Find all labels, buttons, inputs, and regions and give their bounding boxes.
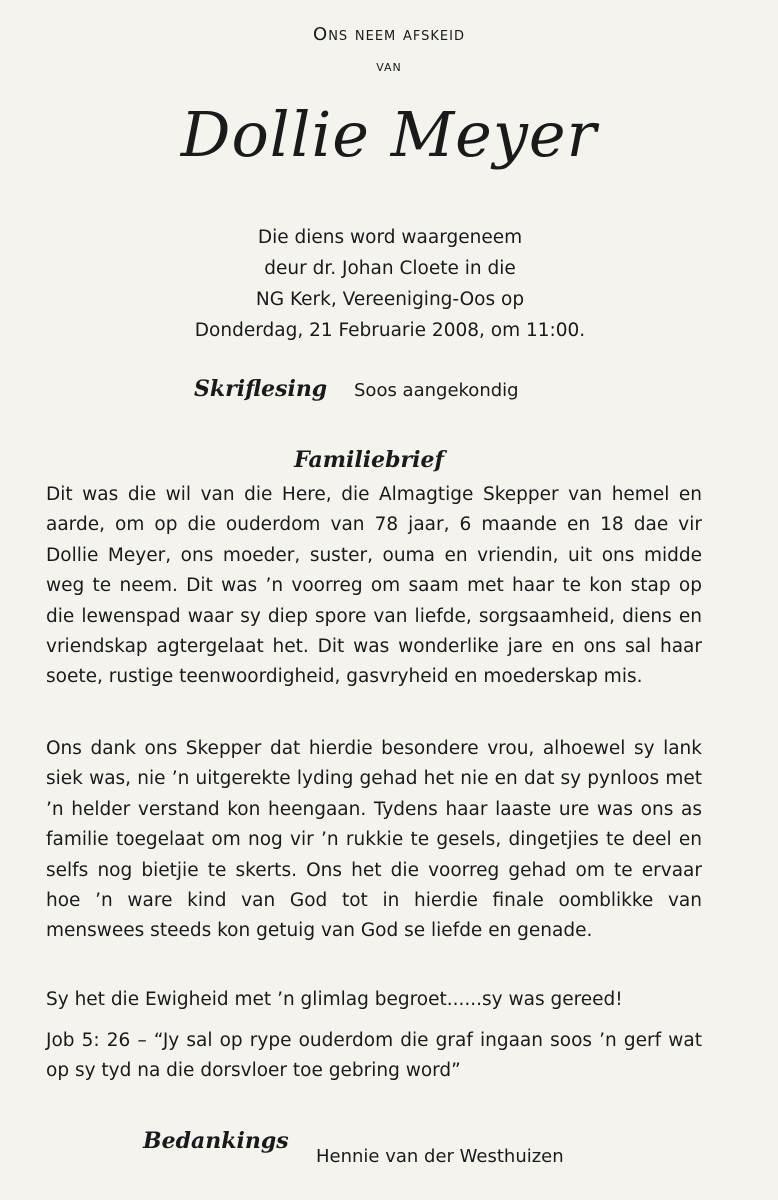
service-line-3: NG Kerk, Vereeniging-Oos op bbox=[255, 289, 525, 310]
skriflesing-value: Soos aangekondig bbox=[354, 380, 519, 401]
skriflesing-label: Skriflesing bbox=[194, 376, 328, 402]
deceased-name: Dollie Meyer bbox=[180, 98, 598, 171]
familiebrief-title: Familiebrief bbox=[294, 447, 444, 473]
familiebrief-paragraph-3: Sy het die Ewigheid met ’n glimlag begroet......sy was gereed! bbox=[46, 989, 623, 1010]
bedankings-label: Bedankings bbox=[143, 1128, 289, 1154]
scripture-quote: Job 5: 26 – “Jy sal op rype ouderdom die graf ingaan soos ’n gerf wat op sy tyd na die dorsvloer toe gebring word” bbox=[46, 1030, 702, 1082]
service-line-1: Die diens word waargeneem bbox=[257, 227, 523, 248]
familiebrief-paragraph-2: Ons dank ons Skepper dat hierdie besondere vrou, alhoewel sy lank siek was, nie ’n uitgerekte lyding gehad het nie en dat sy pynloos met ’n helder verstand kon heengaan. Tydens haar laaste ure was ons as familie toegelaat om nog vir ’n rukkie te gesels, dingetjies te deel en selfs nog bietjie te skerts. Ons het die voorreg gehad om te ervaar hoe ’n ware kind van God tot in hierdie finale oomblikke van menswees steeds kon getuig van God se liefde en genade. bbox=[46, 738, 702, 942]
header-line-1: Ons neem afskeid bbox=[313, 24, 465, 45]
service-details bbox=[130, 222, 650, 346]
header-line-2: van bbox=[376, 56, 402, 75]
service-line-2: deur dr. Johan Cloete in die bbox=[264, 258, 516, 279]
service-line-4: Donderdag, 21 Februarie 2008, om 11:00. bbox=[194, 320, 586, 341]
familiebrief-paragraph-1: Dit was die wil van die Here, die Almagtige Skepper van hemel en aarde, om op die ouderdom van 78 jaar, 6 maande en 18 dae vir Dollie Meyer, ons moeder, suster, ouma en vriendin, uit ons midde weg te neem. Dit was ’n voorreg om saam met haar te kon stap op die lewenspad waar sy diep spore van liefde, sorgsaamheid, diens en vriendskap agtergelaat het. Dit was wonderlike jare en ons sal haar soete, rustige teenwoordigheid, gasvryheid en moederskap mis. bbox=[46, 484, 702, 688]
bedankings-value: Hennie van der Westhuizen bbox=[316, 1146, 564, 1167]
